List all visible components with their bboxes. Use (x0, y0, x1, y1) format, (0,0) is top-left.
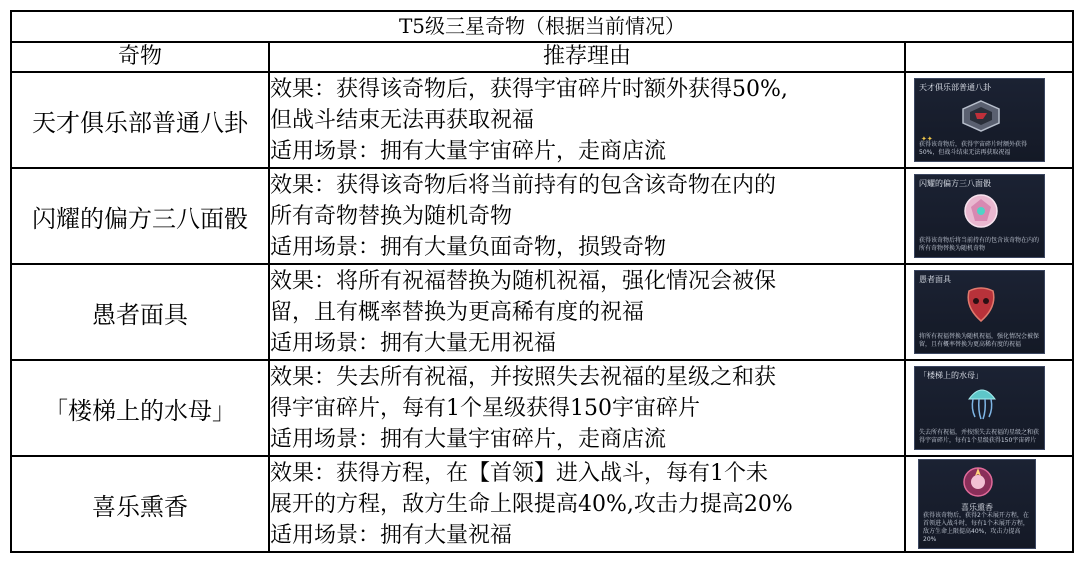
relic-name: 「楼梯上的水母」 (11, 360, 269, 456)
header-image (905, 42, 1073, 72)
reason-line: 留，且有概率替换为更高稀有度的祝福 (270, 299, 645, 325)
relic-card (914, 78, 1045, 162)
star-icon: ✦✦ (921, 135, 933, 143)
card-title: 喜乐熏香 (961, 503, 993, 512)
card-description: 将所有祝福替换为随机祝福，强化情况会被保留，且有概率替换为更高稀有度的祝福 (919, 333, 1040, 348)
relic-reason (269, 168, 905, 264)
dice-icon (961, 191, 1001, 231)
relic-image-cell (905, 264, 1073, 360)
mask-icon (963, 285, 999, 325)
relic-image-cell (905, 360, 1073, 456)
table-title: T5级三星奇物（根据当前情况） (11, 11, 1073, 42)
incense-icon (957, 464, 999, 500)
reason-line: 适用场景：拥有大量宇宙碎片，走商店流 (270, 138, 667, 164)
relic-reason (269, 264, 905, 360)
reason-line: 效果：获得方程，在【首领】进入战斗，每有1个未 (270, 460, 768, 486)
reason-line: 适用场景：拥有大量祝福 (270, 522, 513, 548)
relic-card (914, 366, 1045, 450)
relic-card (914, 270, 1045, 354)
table-row (11, 264, 1073, 360)
relic-name: 愚者面具 (11, 264, 269, 360)
reason-line: 但战斗结束无法再获取祝福 (270, 107, 535, 133)
relic-image-cell (905, 456, 1073, 552)
relic-reason (269, 456, 905, 552)
card-description: 获得该奇物后将当前持有的包含该奇物在内的所有奇物替换为随机奇物 (919, 237, 1040, 252)
card-description: 获得该奇物后，获得宇宙碎片时额外获得50%，但战斗结束无法再获取祝福 (919, 141, 1028, 156)
badge-icon (959, 99, 1003, 133)
relic-image-cell (905, 168, 1073, 264)
relic-card (914, 174, 1045, 258)
reason-line: 效果：获得该奇物后将当前持有的包含该奇物在内的 (270, 172, 777, 198)
header-relic: 奇物 (11, 42, 269, 72)
table-row (11, 72, 1073, 168)
table-row (11, 168, 1073, 264)
jellyfish-icon (965, 381, 999, 421)
reason-line: 适用场景：拥有大量无用祝福 (270, 330, 557, 356)
table-row (11, 456, 1073, 552)
reason-line: 所有奇物替换为随机奇物 (270, 203, 513, 229)
card-description: 失去所有祝福，并按照失去祝福的星级之和获得宇宙碎片，每有1个星级获得150宇宙碎片 (919, 429, 1040, 444)
card-title: 天才俱乐部普通八卦 (919, 83, 991, 92)
relic-reason (269, 360, 905, 456)
relic-name: 闪耀的偏方三八面骰 (11, 168, 269, 264)
reason-line: 适用场景：拥有大量宇宙碎片，走商店流 (270, 426, 667, 452)
reason-line: 效果：将所有祝福替换为随机祝福，强化情况会被保 (270, 268, 777, 294)
reason-line: 展开的方程，敌方生命上限提高40%,攻击力提高20% (270, 491, 793, 517)
relic-reason (269, 72, 905, 168)
table-row (11, 360, 1073, 456)
header-reason: 推荐理由 (269, 42, 905, 72)
reason-line: 效果：失去所有祝福，并按照失去祝福的星级之和获 (270, 364, 777, 390)
relic-name: 喜乐熏香 (11, 456, 269, 552)
card-title: 愚者面具 (919, 275, 951, 284)
relic-image-cell (905, 72, 1073, 168)
card-description: 获得该奇物后，获得2个未展开方程，在首领进入战斗时，每有1个未展开方程，敌方生命上限提高40%，攻击力提高20% (923, 512, 1029, 543)
reason-line: 适用场景：拥有大量负面奇物，损毁奇物 (270, 234, 667, 260)
relic-table (10, 10, 1074, 553)
relic-name: 天才俱乐部普通八卦 (11, 72, 269, 168)
reason-line: 得宇宙碎片，每有1个星级获得150宇宙碎片 (270, 395, 700, 421)
reason-line: 效果：获得该奇物后，获得宇宙碎片时额外获得50%, (270, 76, 788, 102)
card-title: 「楼梯上的水母」 (919, 371, 983, 380)
relic-card (918, 459, 1036, 549)
card-title: 闪耀的偏方三八面骰 (919, 179, 991, 188)
